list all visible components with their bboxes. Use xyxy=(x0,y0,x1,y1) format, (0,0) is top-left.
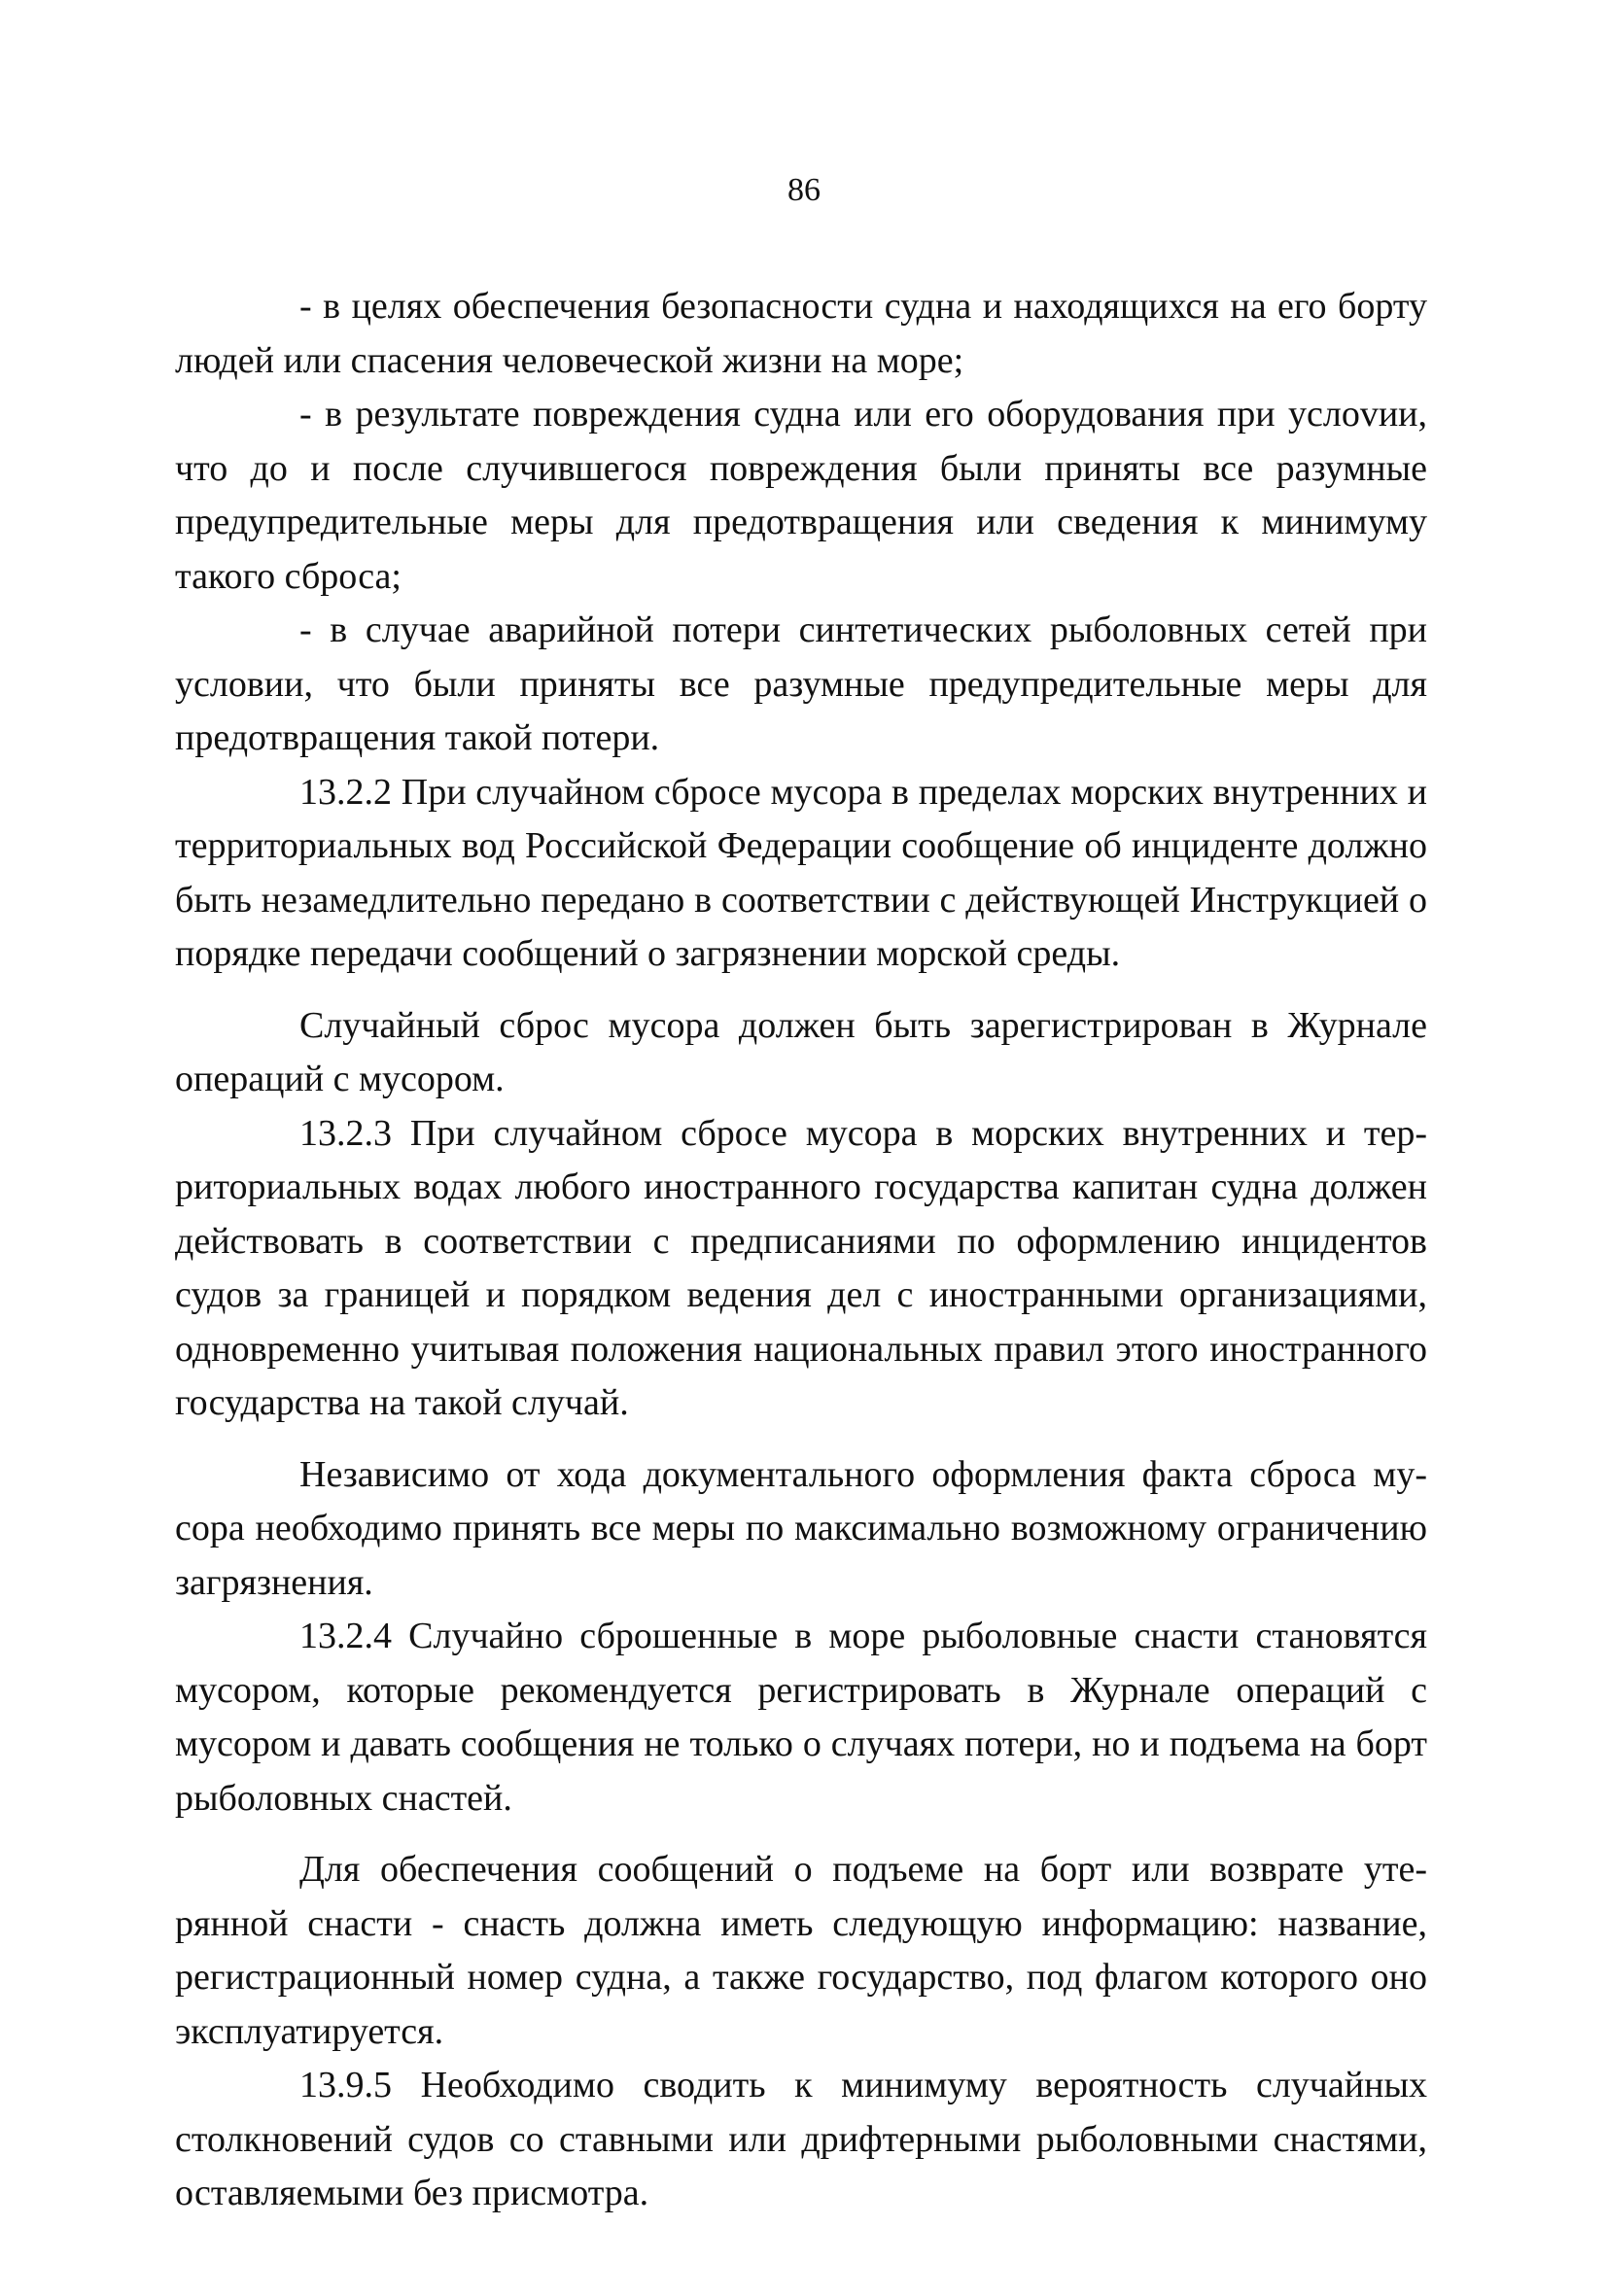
paragraph-list-item: - в целях обеспечения безопасности судна и находящихся на его борту людей или спасения человеческой жизни на море; xyxy=(175,286,1427,381)
document-body xyxy=(175,280,1427,2221)
paragraph-13-2-3: 13.2.3 При случайном сбросе мусора в морских внутренних и территориальных водах любого иностранного государства капитан судна должен действовать в соответствии с предписаниями по оформлению инцидентов судов за границей и порядком ведения дел с иностранными организациями, одновременно учитывая положения национальных правил этого иностранного государства на такой случай. xyxy=(175,1112,1427,1423)
paragraph: Для обеспечения сообщений о подъеме на борт или возврате утерянной снасти - снасть должна иметь следующую информацию: название, регистрационный номер судна, а также государство, под флагом которого оно эксплуатируется. xyxy=(175,1849,1427,2052)
paragraph: Случайный сброс мусора должен быть зарегистрирован в Журнале операций с мусором. xyxy=(175,1004,1427,1099)
paragraph-13-9-5: 13.9.5 Необходимо сводить к минимуму вероятность случайных столкновений судов со ставными или дрифтерными рыболовными снастями, оставляемыми без присмотра. xyxy=(175,2065,1427,2213)
paragraph-list-item: - в случае аварийной потери синтетических рыболовных сетей при условии, что были приняты все разумные предупредительные меры для предотвращения такой потери. xyxy=(175,609,1427,758)
paragraph-13-2-4: 13.2.4 Случайно сброшенные в море рыболовные снасти становятся мусором, которые рекомендуется регистрировать в Журнале операций с мусором и давать сообщения не только о случаях потери, но и подъема на борт рыболовных снастей. xyxy=(175,1616,1427,1819)
paragraph-list-item: - в результате повреждения судна или его оборудования при услоvии, что до и после случившегося повреждения были приняты все разумные предупредительные меры для предотвращения или сведения к минимуму такого сброса; xyxy=(175,394,1427,597)
paragraph: Независимо от хода документального оформления факта сброса мусора необходимо принять все меры по максимально возможному ограничению загрязнения. xyxy=(175,1453,1427,1603)
paragraph-13-2-2: 13.2.2 При случайном сбросе мусора в пределах морских внутренних и территориальных вод Российской Федерации сообщение об инциденте должно быть незамедлительно передано в соответствии с действующей Инструкцией о порядке передачи сообщений о загрязнении морской среды. xyxy=(175,771,1427,974)
page-number: 86 xyxy=(787,172,821,208)
